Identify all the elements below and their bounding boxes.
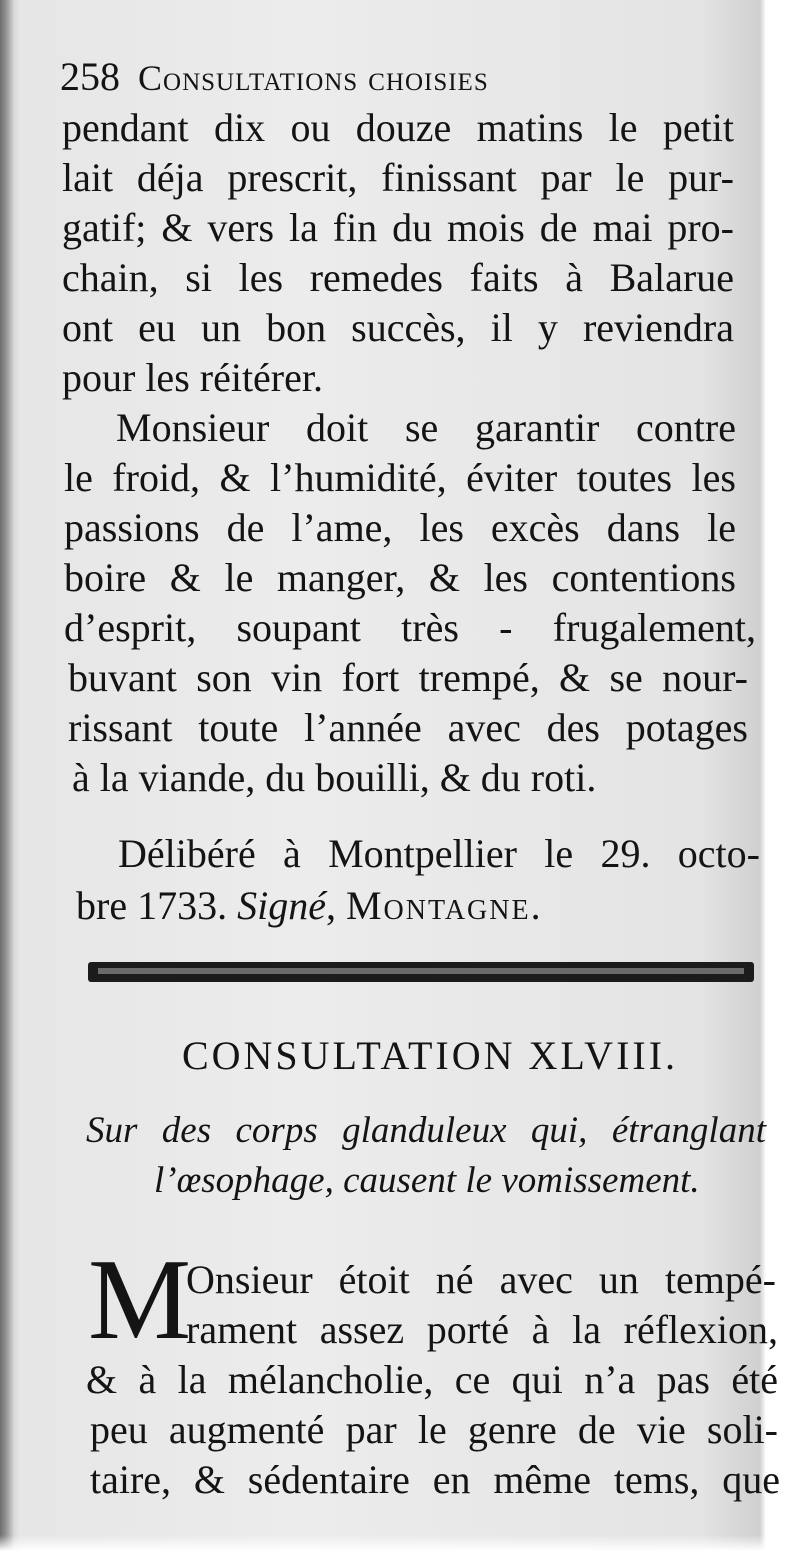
- rule-inner: [98, 968, 744, 974]
- body-line: passions de l’ame, les excès dans le: [64, 505, 736, 550]
- section-text-line: taire, & sédentaire en même tems, que: [90, 1457, 780, 1502]
- body-line: pendant dix ou douze matins le petit: [62, 105, 734, 150]
- section-rule: [88, 962, 754, 982]
- body-line: gatif; & vers la fin du mois de mai pro-: [62, 205, 734, 250]
- body-line: chain, si les remedes faits à Balarue: [62, 255, 734, 300]
- body-line: lait déja prescrit, finissant par le pur-: [62, 155, 734, 200]
- closing-date: bre 1733.: [76, 883, 228, 928]
- consultation-heading: CONSULTATION XLVIII.: [181, 1033, 679, 1078]
- section-text-line: & à la mélancholie, ce qui n’a pas été: [86, 1357, 778, 1402]
- body-line: à la viande, du bouilli, & du roti.: [72, 755, 597, 800]
- closing-separator: ,: [325, 883, 336, 928]
- body-line: Monsieur doit se garantir contre: [116, 405, 736, 450]
- signed-label: Signé: [237, 883, 326, 928]
- consultation-subtitle: Sur des corps glanduleux qui, étranglant: [86, 1110, 766, 1151]
- body-line: rissant toute l’année avec des potages: [68, 705, 748, 750]
- consultation-subtitle: l’œsophage, causent le vomissement.: [154, 1160, 700, 1201]
- body-line: pour les réitérer.: [62, 355, 323, 400]
- section-text-line: peu augmenté par le genre de vie soli-: [90, 1407, 778, 1452]
- running-head: [60, 52, 750, 102]
- section-text-line: rament assez porté à la réflexion,: [186, 1307, 778, 1352]
- closing-signature-line: [76, 882, 760, 930]
- page-bottom-edge: [0, 1535, 800, 1555]
- signatory: Montagne.: [345, 883, 543, 928]
- body-line: boire & le manger, & les contentions: [64, 555, 736, 600]
- drop-cap: M: [88, 1236, 192, 1364]
- page-number: 258: [60, 54, 120, 99]
- gutter-shadow: [0, 0, 14, 1555]
- running-title: Consultations choisies: [138, 58, 489, 98]
- body-line: d’esprit, soupant très - frugalement,: [64, 605, 756, 650]
- closing-line: Délibéré à Montpellier le 29. octo-: [118, 831, 760, 876]
- body-line: ont eu un bon succès, il y reviendra: [62, 305, 734, 350]
- section-text-line: Onsieur étoit né avec un tempé-: [186, 1257, 776, 1302]
- body-line: buvant son vin fort trempé, & se nour-: [68, 655, 748, 700]
- body-line: le froid, & l’humidité, éviter toutes les: [64, 455, 736, 500]
